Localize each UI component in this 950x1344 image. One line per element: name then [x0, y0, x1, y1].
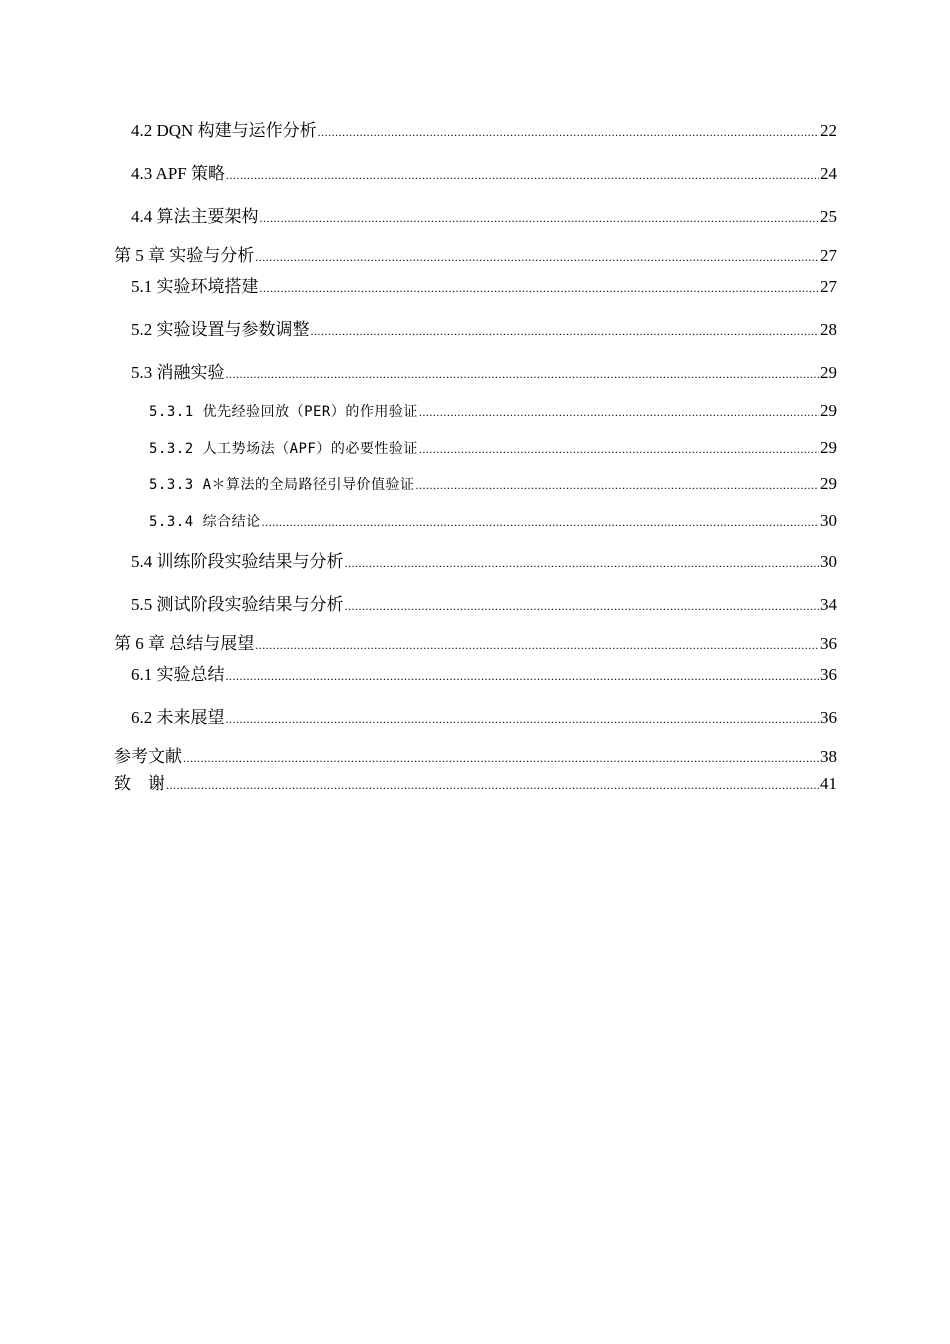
toc-entry-label: 6.1 实验总结	[131, 665, 225, 684]
dot-leader	[226, 164, 819, 186]
toc-entry-label: 4.2 DQN 构建与运作分析	[131, 121, 317, 140]
dot-leader	[260, 277, 820, 299]
dot-leader	[262, 511, 819, 533]
toc-page-number: 25	[820, 207, 837, 226]
toc-page-number: 27	[820, 246, 837, 265]
toc-entry-label: 第 5 章 实验与分析	[114, 246, 255, 265]
toc-entry-references[interactable]	[114, 746, 837, 769]
toc-entry-label: 5.2 实验设置与参数调整	[131, 320, 310, 339]
toc-page-number: 34	[820, 595, 837, 614]
toc-page-number: 30	[820, 552, 837, 571]
toc-entry-label: 5.3.3 A＊算法的全局路径引导价值验证	[149, 477, 415, 493]
toc-page-number: 36	[820, 634, 837, 653]
toc-page-number: 22	[820, 121, 837, 140]
toc-entry-label: 4.3 APF 策略	[131, 164, 225, 183]
dot-leader	[345, 552, 820, 574]
toc-entry-5-1[interactable]	[131, 276, 837, 299]
toc-page-number: 29	[820, 401, 837, 420]
dot-leader	[419, 401, 819, 423]
dot-leader	[226, 363, 820, 385]
dot-leader	[419, 438, 819, 460]
toc-page-number: 41	[820, 774, 837, 793]
toc-entry-label: 5.3.2 人工势场法（APF）的必要性验证	[149, 441, 418, 457]
toc-entry-label: 致 谢	[114, 774, 165, 793]
toc-page-number: 36	[820, 665, 837, 684]
toc-entry-chapter-6[interactable]	[114, 633, 837, 656]
toc-page-number: 36	[820, 708, 837, 727]
toc-entry-label: 5.1 实验环境搭建	[131, 277, 259, 296]
toc-entry-5-4[interactable]	[131, 551, 837, 574]
toc-entry-4-2[interactable]	[131, 120, 837, 143]
toc-page-number: 28	[820, 320, 837, 339]
toc-entry-label: 4.4 算法主要架构	[131, 207, 259, 226]
toc-entry-label: 参考文献	[114, 747, 182, 766]
toc-entry-5-3-4[interactable]	[149, 510, 837, 533]
toc-page-number: 29	[820, 438, 837, 457]
dot-leader	[260, 207, 820, 229]
toc-entry-4-4[interactable]	[131, 206, 837, 229]
toc-entry-label: 6.2 未来展望	[131, 708, 225, 727]
toc-page-number: 29	[820, 474, 837, 493]
toc-entry-6-2[interactable]	[131, 707, 837, 730]
toc-entry-5-3[interactable]	[131, 362, 837, 385]
toc-entry-label: 5.5 测试阶段实验结果与分析	[131, 595, 344, 614]
toc-page-number: 27	[820, 277, 837, 296]
toc-entry-6-1[interactable]	[131, 664, 837, 687]
toc-entry-5-2[interactable]	[131, 319, 837, 342]
dot-leader	[345, 595, 820, 617]
dot-leader	[255, 246, 819, 268]
toc-entry-chapter-5[interactable]	[114, 245, 837, 268]
toc-page-number: 29	[820, 363, 837, 382]
dot-leader	[166, 774, 819, 796]
toc-page-number: 38	[820, 747, 837, 766]
toc-entry-label: 5.3.4 综合结论	[149, 514, 261, 530]
dot-leader	[183, 747, 819, 769]
toc-entry-label: 第 6 章 总结与展望	[114, 634, 255, 653]
toc-entry-label: 5.3.1 优先经验回放（PER）的作用验证	[149, 404, 418, 420]
toc-entry-5-5[interactable]	[131, 594, 837, 617]
dot-leader	[226, 665, 820, 687]
toc-entry-label: 5.3 消融实验	[131, 363, 225, 382]
dot-leader	[226, 708, 820, 730]
dot-leader	[311, 320, 820, 342]
toc-entry-label: 5.4 训练阶段实验结果与分析	[131, 552, 344, 571]
dot-leader	[416, 474, 819, 496]
toc-entry-acknowledgements[interactable]	[114, 773, 837, 796]
toc-page-number: 24	[820, 164, 837, 183]
dot-leader	[255, 634, 819, 656]
dot-leader	[318, 121, 819, 143]
toc-page-number: 30	[820, 511, 837, 530]
toc-entry-4-3[interactable]	[131, 163, 837, 186]
toc-entry-5-3-2[interactable]	[149, 437, 837, 460]
toc-entry-5-3-3[interactable]	[149, 473, 837, 496]
toc-entry-5-3-1[interactable]	[149, 400, 837, 423]
